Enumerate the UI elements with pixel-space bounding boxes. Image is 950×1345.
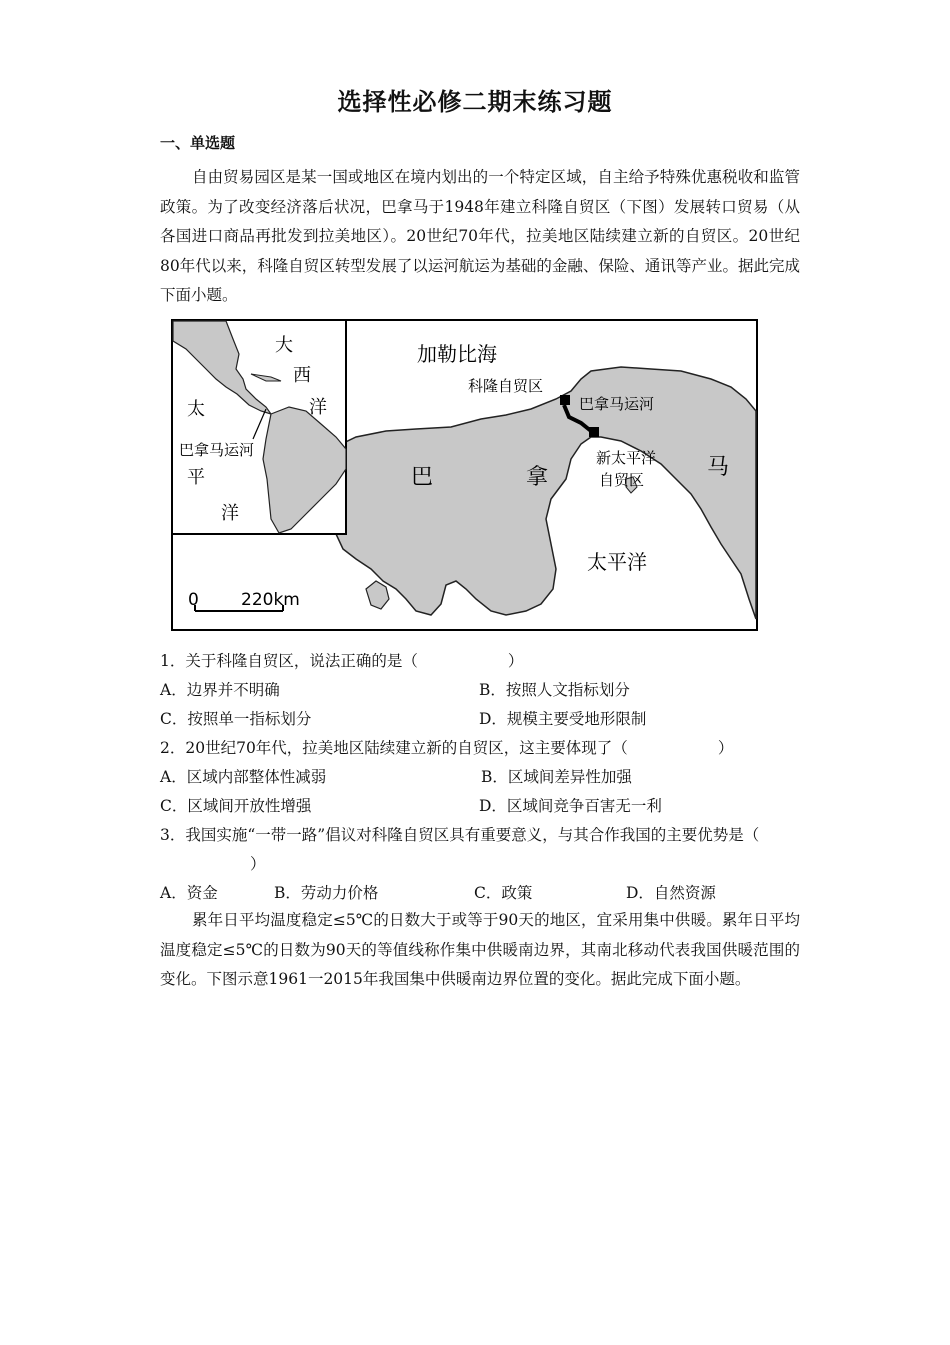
q3-option-b[interactable]: B．劳动力价格 [274, 884, 379, 902]
colon-ftz-marker [560, 395, 570, 405]
question-3-stem: 3．我国实施“一带一路”倡议对科隆自贸区具有重要意义，与其合作我国的主要优势是（） [160, 826, 760, 873]
question-2-stem: 2．20世纪70年代，拉美地区陆续建立新的自贸区，这主要体现了（ ） [160, 739, 734, 757]
new-pacific-ftz-label-1: 新太平洋 [596, 449, 657, 467]
q2-option-a[interactable]: A．区域内部整体性减弱 [160, 768, 327, 786]
q1-option-c[interactable]: C．按照单一指标划分 [160, 710, 312, 728]
passage-1: 自由贸易园区是某一国或地区在境内划出的一个特定区域，自主给予特殊优惠税收和监管政策。为了改变经济落后状况，巴拿马于1948年建立科隆自贸区（下图）发展转口贸易（从各国进口商品再批发到拉美地区）。20世纪70年代，拉美地区陆续建立新的自贸区。20世纪80年代以来，科隆自贸区转型发展了以运河航运为基础的金融、保险、通讯等产业。据此完成下面小题。 [160, 168, 800, 304]
section-heading: 一、单选题 [160, 134, 236, 152]
q2-option-d[interactable]: D．区域间竞争百害无一利 [479, 797, 662, 815]
q1-option-d[interactable]: D．规模主要受地形限制 [479, 710, 647, 728]
new-pacific-ftz-label-2: 自贸区 [599, 471, 645, 489]
document-title: 选择性必修二期末练习题 [337, 88, 613, 116]
inset-pacific-1: 太 [187, 399, 205, 420]
scale-distance: 220km [241, 590, 300, 610]
country-label-ma: 马 [707, 455, 730, 480]
q3-option-c[interactable]: C．政策 [474, 884, 533, 902]
scale-zero: 0 [188, 590, 199, 610]
country-label-ba: 巴 [411, 465, 434, 490]
passage-2: 累年日平均温度稳定≤5℃的日数大于或等于90天的地区，宜采用集中供暖。累年日平均温度稳定≤5℃的日数为90天的等值线称作集中供暖南边界，其南北移动代表我国供暖范围的变化。下图示意1961一2015年我国集中供暖南边界位置的变化。据此完成下面小题。 [160, 911, 800, 988]
colon-ftz-label: 科隆自贸区 [468, 377, 544, 395]
inset-pacific-2: 平 [187, 467, 205, 488]
q3-option-d[interactable]: D．自然资源 [626, 884, 716, 902]
inset-atlantic-2: 西 [293, 365, 311, 386]
caribbean-sea-label: 加勒比海 [417, 342, 497, 366]
q2-option-b[interactable]: B．区域间差异性加强 [481, 768, 632, 786]
inset-canal-label: 巴拿马运河 [179, 441, 255, 459]
country-label-na: 拿 [526, 465, 549, 490]
canal-label: 巴拿马运河 [579, 395, 655, 413]
q2-option-c[interactable]: C．区域间开放性增强 [160, 797, 312, 815]
q3-option-a[interactable]: A．资金 [160, 884, 218, 902]
inset-pacific-3: 洋 [221, 503, 239, 524]
question-1-stem: 1．关于科隆自贸区，说法正确的是（ ） [160, 652, 524, 670]
q1-option-b[interactable]: B．按照人文指标划分 [479, 681, 630, 699]
pacific-ocean-label: 太平洋 [587, 550, 647, 574]
q1-option-a[interactable]: A．边界并不明确 [160, 681, 280, 699]
inset-atlantic-3: 洋 [309, 397, 327, 418]
panama-map [171, 319, 758, 631]
inset-atlantic-1: 大 [275, 335, 293, 356]
